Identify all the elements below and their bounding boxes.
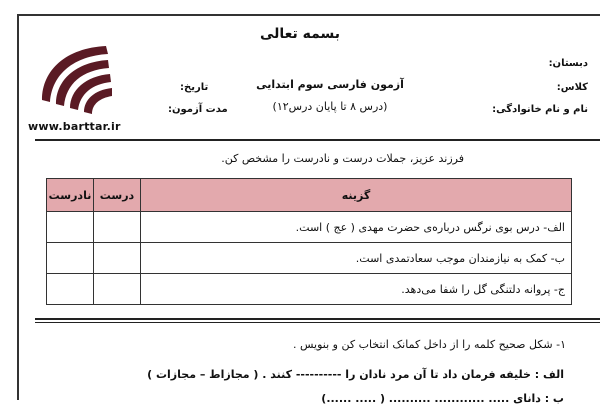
exam-scope: (درس ۸ تا پایان درس۱۲) — [272, 100, 388, 113]
question-1-item-a: الف : خلیفه فرمان داد تا آن مرد نادان را ---------- کنند . ( مجازاط – مجازات ) — [147, 368, 564, 381]
duration-label: مدت آزمون: — [168, 104, 228, 115]
option-column-header: گزینه — [141, 179, 572, 212]
table-row — [47, 243, 572, 274]
incorrect-column-header: نادرست — [47, 179, 94, 212]
correct-cell-b[interactable] — [94, 243, 141, 274]
barttar-logo-icon — [36, 40, 114, 118]
correct-cell-c[interactable] — [94, 274, 141, 305]
incorrect-cell-a[interactable] — [47, 212, 94, 243]
incorrect-cell-c[interactable] — [47, 274, 94, 305]
correct-column-header: درست — [94, 179, 141, 212]
logo-url: www.barttar.ir — [28, 120, 121, 133]
statement-a: الف- درس بوی نرگس دربارە‌ی حضرت مهدی ( عج ) است. — [141, 212, 572, 243]
student-name-label: نام و نام خانوادگی: — [492, 104, 588, 115]
section-divider-bottom — [35, 322, 600, 323]
statement-c: ج- پروانه دلتنگی گل را شفا می‌دهد. — [141, 274, 572, 305]
true-false-instruction: فرزند عزیز، جملات درست و نادرست را مشخص کن. — [221, 152, 464, 165]
table-row — [47, 212, 572, 243]
date-label: تاریخ: — [180, 82, 209, 93]
section-divider-top — [35, 318, 600, 320]
school-label: دبستان: — [548, 58, 588, 69]
bismillah-heading: بسمه تعالی — [259, 26, 341, 42]
true-false-table — [46, 178, 572, 305]
question-1-item-b: ب : دانای ..... ............ .......... ( ..... ......) — [321, 392, 564, 405]
correct-cell-a[interactable] — [94, 212, 141, 243]
header-divider — [35, 139, 600, 141]
exam-title: آزمون فارسی سوم ابتدایی — [256, 78, 404, 91]
table-header-row — [47, 179, 572, 212]
table-row — [47, 274, 572, 305]
incorrect-cell-b[interactable] — [47, 243, 94, 274]
statement-b: ب- کمک به نیازمندان موجب سعادتمدی است. — [141, 243, 572, 274]
question-1-prompt: ۱- شکل صحیح کلمه را از داخل کمانک انتخاب کن و بنویس . — [293, 338, 566, 351]
class-label: کلاس: — [556, 82, 588, 93]
